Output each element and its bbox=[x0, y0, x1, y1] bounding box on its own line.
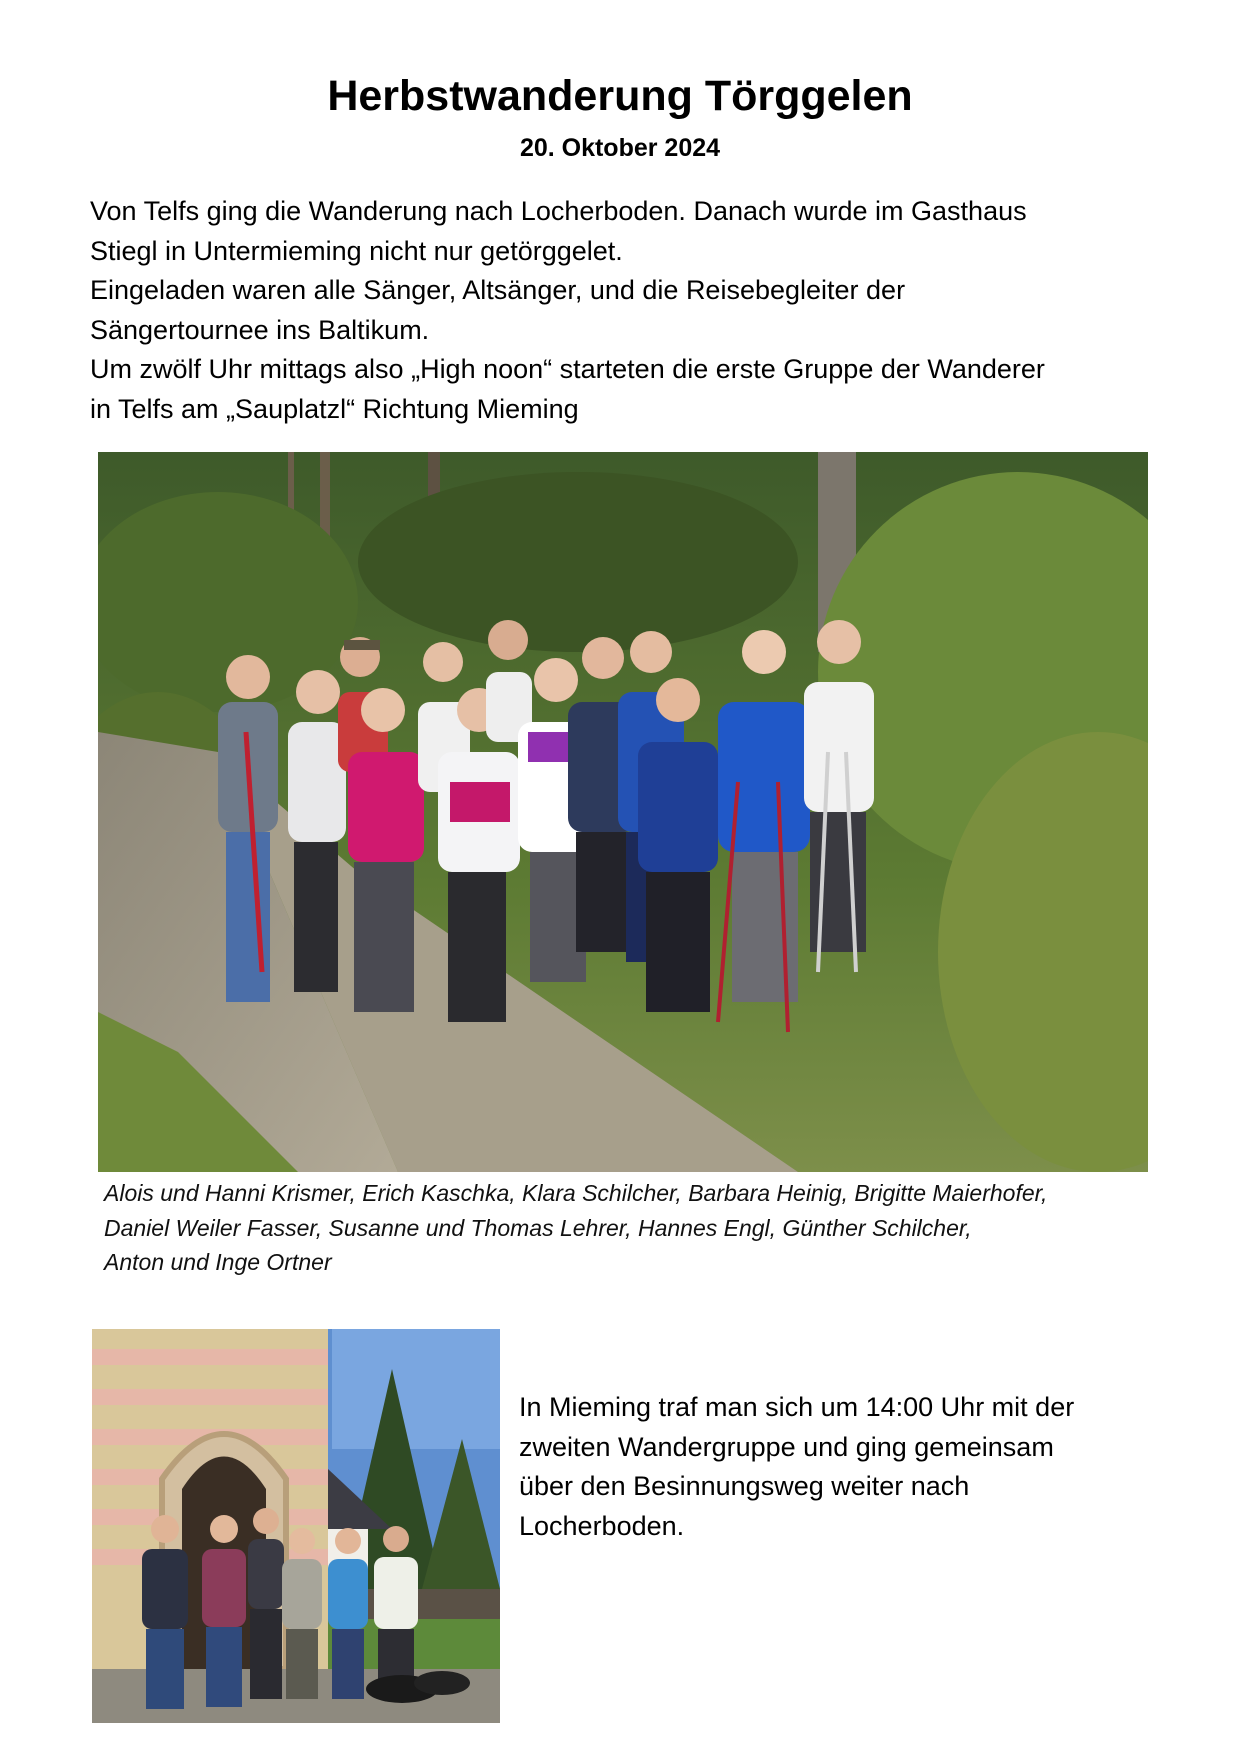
group-photo-forest bbox=[98, 452, 1148, 1172]
intro-line: Um zwölf Uhr mittags also „High noon“ starteten die erste Gruppe der Wanderer bbox=[90, 354, 1045, 384]
intro-line: Stiegl in Untermieming nicht nur getörggelet. bbox=[90, 235, 623, 266]
meeting-line: Locherboden. bbox=[519, 1510, 685, 1541]
page-title: Herbstwanderung Törggelen bbox=[327, 72, 913, 120]
intro-text bbox=[90, 192, 1150, 429]
group-photo-chapel bbox=[92, 1329, 500, 1723]
caption-line: Anton und Inge Ortner bbox=[104, 1249, 332, 1275]
meeting-line: über den Besinnungsweg weiter nach bbox=[519, 1471, 970, 1501]
chapel-photo-illustration bbox=[92, 1329, 500, 1723]
meeting-text bbox=[519, 1388, 1159, 1546]
caption-line: Daniel Weiler Fasser, Susanne und Thomas Lehrer, Hannes Engl, Günther Schilcher, bbox=[104, 1214, 972, 1241]
meeting-line: In Mieming traf man sich um 14:00 Uhr mit der bbox=[519, 1392, 1075, 1422]
intro-line: Von Telfs ging die Wanderung nach Locherboden. Danach wurde im Gasthaus bbox=[90, 196, 1027, 226]
intro-line: in Telfs am „Sauplatzl“ Richtung Mieming bbox=[90, 393, 579, 424]
caption-line: Alois und Hanni Krismer, Erich Kaschka, Klara Schilcher, Barbara Heinig, Brigitte Maierhofer, bbox=[104, 1180, 1048, 1206]
intro-line: Eingeladen waren alle Sänger, Altsänger, und die Reisebegleiter der bbox=[90, 275, 906, 305]
intro-line: Sängertournee ins Baltikum. bbox=[90, 314, 430, 345]
meeting-line: zweiten Wandergruppe und ging gemeinsam bbox=[519, 1431, 1054, 1462]
photo-caption bbox=[104, 1176, 1164, 1280]
event-date: 20. Oktober 2024 bbox=[519, 134, 721, 162]
group-photo-illustration bbox=[98, 452, 1148, 1172]
